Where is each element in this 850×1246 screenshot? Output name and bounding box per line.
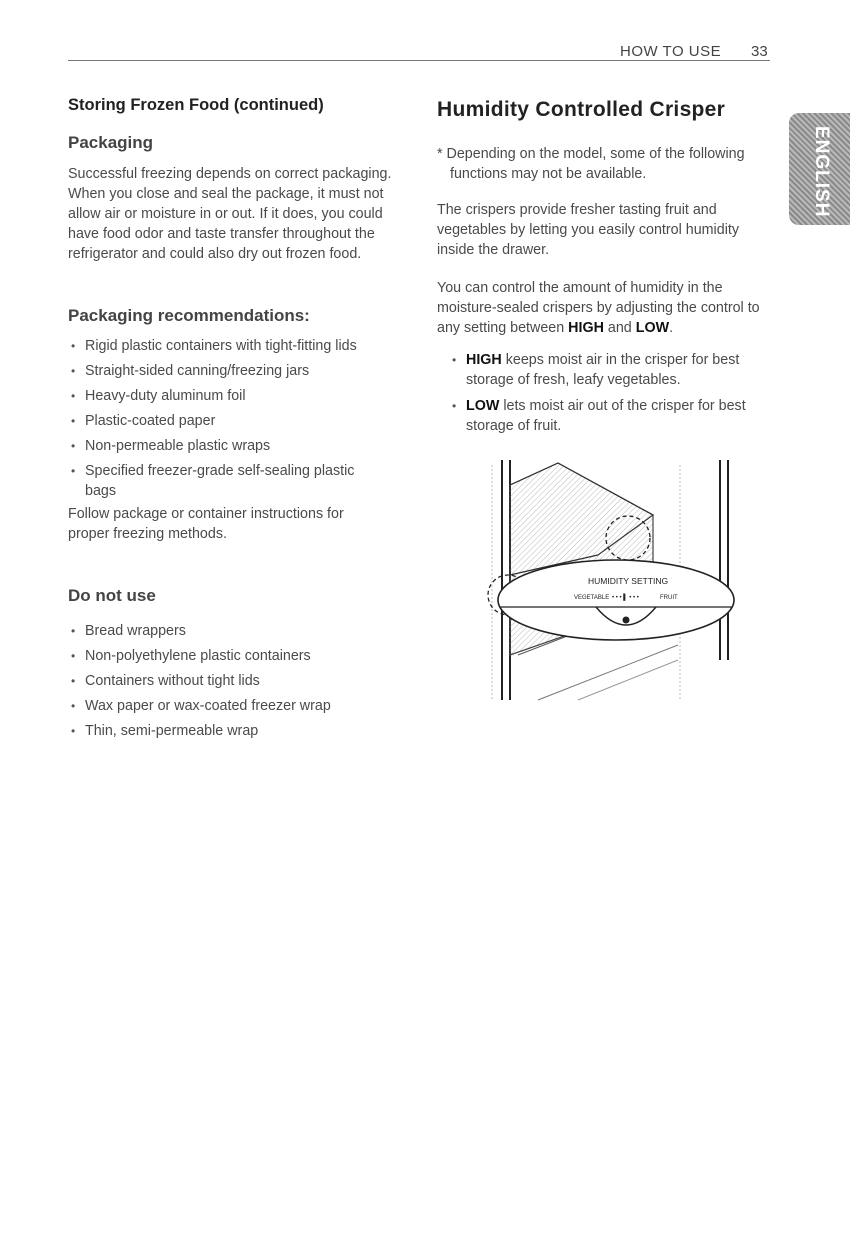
bullet-keyword: HIGH <box>466 352 502 368</box>
keyword-low: LOW <box>635 320 670 336</box>
header-section-title: HOW TO USE <box>620 43 722 60</box>
section-title-crisper: Humidity Controlled Crisper <box>437 98 726 121</box>
crisper-drawing <box>478 455 748 705</box>
humidity-scale-dots: • • • ▌ • • • <box>612 595 639 601</box>
control-text-post: . <box>669 320 674 336</box>
section-title-frozen-food: Storing Frozen Food (continued) <box>68 96 324 114</box>
right-column <box>437 98 777 436</box>
crisper-intro: The crispers provide fresher tasting fruit and vegetables by letting you easily control humidity inside the drawer. <box>437 202 739 258</box>
crisper-illustration <box>478 455 748 705</box>
list-item: • Specified freezer-grade self-sealing plastic bags <box>68 461 388 501</box>
recommendations-heading: Packaging recommendations: <box>68 306 310 325</box>
packaging-heading: Packaging <box>68 133 154 152</box>
do-not-use-list <box>68 621 408 741</box>
list-item <box>449 396 759 436</box>
list-item: • Thin, semi-permeable wrap <box>68 721 408 741</box>
list-item: • Wax paper or wax-coated freezer wrap <box>68 696 408 716</box>
page-number: 33 <box>751 43 768 60</box>
recommendations-list <box>68 336 388 501</box>
list-item <box>449 350 759 390</box>
bullet-text: lets moist air out of the crisper for best storage of fruit. <box>466 398 746 434</box>
list-item: • Bread wrappers <box>68 621 408 641</box>
list-item: • Plastic-coated paper <box>68 411 388 431</box>
crisper-control-text <box>437 278 772 338</box>
recommendations-followup: Follow package or container instructions for proper freezing methods. <box>68 506 344 542</box>
fruit-end-label: FRUIT <box>660 595 678 601</box>
list-item: • Non-permeable plastic wraps <box>68 436 388 456</box>
language-tab-label: ENGLISH <box>811 126 832 218</box>
availability-note: * Depending on the model, some of the following functions may not be available. <box>437 146 745 182</box>
bullet-text: keeps moist air in the crisper for best storage of fresh, leafy vegetables. <box>466 352 740 388</box>
packaging-body: Successful freezing depends on correct packaging. When you close and seal the package, it must not allow air or moisture in or out. If it does, you could have food odor and taste transfer throughout the refrigerator and could also dry out frozen food. <box>68 166 392 262</box>
do-not-use-heading: Do not use <box>68 586 156 605</box>
list-item: • Heavy-duty aluminum foil <box>68 386 388 406</box>
bullet-keyword: LOW <box>466 398 500 414</box>
control-text-and: and <box>603 320 636 336</box>
left-column <box>68 96 408 741</box>
list-item: • Non-polyethylene plastic containers <box>68 646 408 666</box>
vegetable-end-label: VEGETABLE <box>574 595 610 601</box>
list-item: • Rigid plastic containers with tight-fitting lids <box>68 336 388 356</box>
keyword-high: HIGH <box>568 320 604 336</box>
list-item: • Containers without tight lids <box>68 671 408 691</box>
humidity-settings-list <box>449 350 759 436</box>
humidity-setting-label: HUMIDITY SETTING <box>588 576 669 586</box>
header-divider <box>68 60 770 61</box>
control-text-pre: You can control the amount of humidity in the moisture-sealed crispers by adjusting the control to any setting between <box>437 280 760 336</box>
list-item: • Straight-sided canning/freezing jars <box>68 361 388 381</box>
